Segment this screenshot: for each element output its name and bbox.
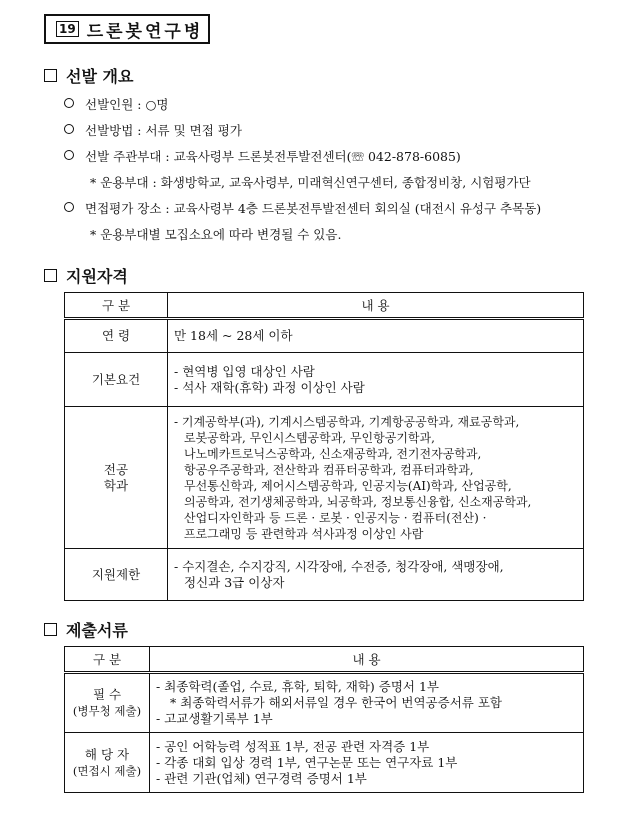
eligibility-table: [64, 292, 584, 601]
header-content: 내 용: [150, 647, 584, 673]
heading-selection-overview: [44, 64, 133, 87]
table-row: [65, 353, 584, 407]
row-content: - 현역병 입영 대상인 사람 - 석사 재학(휴학) 과정 이상인 사람: [168, 353, 584, 407]
row-label: 연 령: [65, 319, 168, 353]
header-category: 구 분: [65, 647, 150, 673]
row-content: 만 18세 ~ 28세 이하: [168, 319, 584, 353]
row-content: - 공인 어학능력 성적표 1부, 전공 관련 자격증 1부 - 각종 대회 입상 경력 1부, 연구논문 또는 연구자료 1부 - 관련 기관(업체) 연구경력 증명서 1부: [150, 733, 584, 793]
table-row: [65, 407, 584, 549]
row-label: 해 당 자 (면접시 제출): [65, 733, 150, 793]
row-content: - 기계공학부(과), 기계시스템공학과, 기계항공공학과, 재료공학과, 로봇공학과, 무인시스템공학과, 무인항공기학과, 나노메카트로닉스공학과, 신소재공학과, 전기전자공학과, 항공우주공학과, 전산학과 컴퓨터공학과, 컴퓨터과학과, 무선통신학과, 제어시스템공학과, 인공지능(AI)학과, 산업공학, 의공학과, 전기생체공학과, 뇌공학과, 정보통신융합, 신소재공학과, 산업디자인학과 등 드론 · 로봇 · 인공지능 · 컴퓨터(전산) · 프로그래밍 등 관련학과 석사과정 이상인 사람: [168, 407, 584, 549]
table-row: [65, 319, 584, 353]
header-category: 구 분: [65, 293, 168, 319]
heading-eligibility: [44, 264, 128, 287]
heading-text: 지원자격: [66, 267, 128, 286]
circle-bullet-icon: [64, 98, 74, 108]
row-label: 필 수 (병무청 제출): [65, 673, 150, 733]
row-content: - 수지결손, 수지강직, 시각장애, 수전증, 청각장애, 색맹장애, 정신과 3급 이상자: [168, 549, 584, 601]
table-header-row: [65, 293, 584, 319]
row-content: - 최종학력(졸업, 수료, 휴학, 퇴학, 재학) 증명서 1부 * 최종학력서류가 해외서류일 경우 한국어 번역공증서류 포함 - 고교생활기록부 1부: [150, 673, 584, 733]
circle-bullet-icon: [64, 150, 74, 160]
square-bullet-icon: [44, 69, 57, 82]
page-title: 드론봇연구병: [86, 21, 204, 42]
heading-documents: [44, 618, 128, 641]
square-bullet-icon: [44, 269, 57, 282]
overview-note: * 운용부대 : 화생방학교, 교육사령부, 미래혁신연구센터, 종합정비창, 시험평가단: [90, 175, 531, 190]
row-label: 기본요건: [65, 353, 168, 407]
heading-text: 선발 개요: [66, 67, 134, 86]
table-header-row: [65, 647, 584, 673]
documents-table: [64, 646, 584, 793]
header-content: 내 용: [168, 293, 584, 319]
row-label: 전공 학과: [65, 407, 168, 549]
overview-item: 선발방법 : 서류 및 면접 평가: [64, 121, 242, 139]
circle-bullet-icon: [64, 202, 74, 212]
square-bullet-icon: [44, 623, 57, 636]
overview-item: 선발인원 : ○명: [64, 95, 168, 113]
overview-item: 면접평가 장소 : 교육사령부 4층 드론봇전투발전센터 회의실 (대전시 유성구 추목동): [64, 199, 541, 217]
table-row: [65, 549, 584, 601]
overview-item: 선발 주관부대 : 교육사령부 드론봇전투발전센터(☏ 042-878-6085): [64, 147, 461, 165]
row-label: 지원제한: [65, 549, 168, 601]
heading-text: 제출서류: [66, 621, 128, 640]
title-number: 19: [56, 21, 79, 37]
table-row: [65, 673, 584, 733]
overview-note: * 운용부대별 모집소요에 따라 변경될 수 있음.: [90, 227, 342, 242]
section-title-box: [44, 14, 210, 44]
circle-bullet-icon: [64, 124, 74, 134]
table-row: [65, 733, 584, 793]
